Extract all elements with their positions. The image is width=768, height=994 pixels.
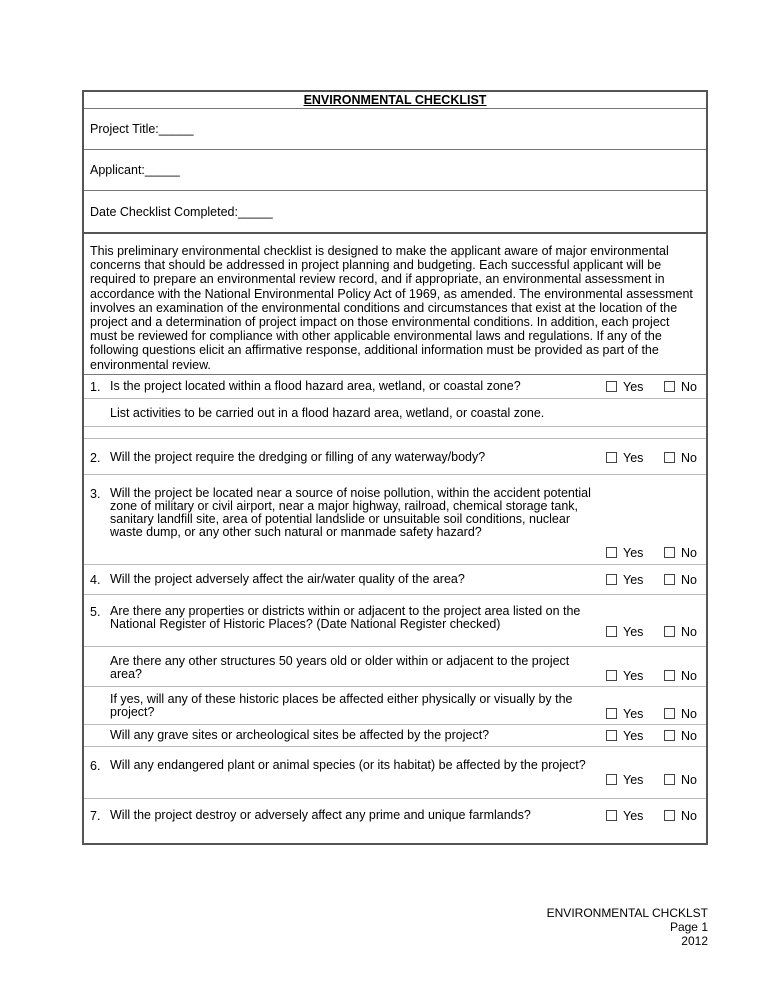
yes-label: Yes [623, 572, 644, 587]
page-footer [547, 906, 708, 948]
question-text: Are there any properties or districts within or adjacent to the project area listed on the National Register of Historic Places? (Date National Register checked) [110, 603, 581, 632]
question-text: If yes, will any of these historic places be affected either physically or visually by the project? [110, 691, 573, 720]
no-label: No [681, 624, 697, 639]
question-4 [84, 565, 706, 595]
yes-no-options [606, 707, 722, 721]
footer-doc-name: ENVIRONMENTAL CHCKLST [546, 906, 708, 920]
footer-page-number: Page 1 [669, 920, 708, 934]
yes-label: Yes [623, 808, 644, 823]
question-text: Will any endangered plant or animal species (or its habitat) be affected by the project? [110, 757, 586, 772]
question-6 [84, 747, 706, 799]
yes-checkbox[interactable] [606, 452, 617, 463]
no-label: No [681, 706, 697, 721]
question-number: 3. [90, 486, 101, 501]
environmental-checklist-form [82, 90, 708, 845]
no-label: No [681, 572, 697, 587]
yes-label: Yes [623, 624, 644, 639]
yes-label: Yes [623, 545, 644, 560]
project-title-label: Project Title: [90, 122, 159, 136]
date-completed-field[interactable] [84, 191, 706, 234]
question-text: Will the project require the dredging or filling of any waterway/body? [110, 449, 486, 464]
no-label: No [681, 772, 697, 787]
no-checkbox[interactable] [664, 774, 675, 785]
footer-year: 2012 [681, 934, 708, 948]
question-number: 5. [90, 604, 101, 619]
yes-label: Yes [623, 668, 644, 683]
yes-no-options [606, 451, 722, 465]
yes-checkbox[interactable] [606, 708, 617, 719]
no-label: No [681, 728, 697, 743]
question-number: 1. [90, 379, 101, 394]
date-completed-label: Date Checklist Completed: [90, 204, 238, 219]
question-text: Will the project adversely affect the air/water quality of the area? [110, 571, 465, 586]
yes-checkbox[interactable] [606, 774, 617, 785]
yes-no-options [606, 729, 722, 743]
yes-no-options [606, 546, 722, 560]
no-checkbox[interactable] [664, 708, 675, 719]
applicant-label: Applicant: [90, 163, 145, 177]
yes-no-options [606, 380, 722, 394]
form-title: ENVIRONMENTAL CHECKLIST [84, 92, 706, 109]
intro-paragraph: This preliminary environmental checklist is designed to make the applicant aware of major environmental concerns that should be addressed in project planning and budgeting. Each successful applicant will be required to prepare an environmental review record, and if appropriate, an environmental assessment in accordance with the National Environmental Policy Act of 1969, as amended. The environmental assessment involves an examination of the environmental conditions and circumstances that exist at the location of the project and a determination of project impact on those environmental conditions. In addition, each project must be reviewed for compliance with other applicable environmental laws and regulations. If any of the following questions elicit an affirmative response, additional information must be provided as part of the environmental review. [84, 234, 706, 375]
question-1-activities-answer[interactable] [84, 427, 706, 439]
no-checkbox[interactable] [664, 574, 675, 585]
question-1-activities [84, 399, 706, 427]
yes-checkbox[interactable] [606, 381, 617, 392]
question-text: Will the project be located near a source of noise pollution, within the accident potential zone of military or civil airport, near a major highway, railroad, chemical storage tank, sanitary landfill site, area of potential landslide or unsuitable soil conditions, nuclear waste dump, or any other such natural or manmade safety hazard? [110, 485, 591, 540]
applicant-field[interactable] [84, 150, 706, 191]
question-5-grave-sites [84, 725, 706, 747]
question-5 [84, 595, 706, 647]
applicant-value[interactable]: _____ [144, 163, 180, 177]
yes-checkbox[interactable] [606, 670, 617, 681]
yes-label: Yes [623, 379, 644, 394]
no-label: No [681, 379, 697, 394]
yes-checkbox[interactable] [606, 626, 617, 637]
project-title-value[interactable]: _____ [158, 122, 194, 136]
no-checkbox[interactable] [664, 626, 675, 637]
no-label: No [681, 668, 697, 683]
question-5-structures [84, 647, 706, 687]
question-number: 2. [90, 450, 101, 465]
yes-no-options [606, 773, 722, 787]
yes-label: Yes [623, 450, 644, 465]
no-label: No [681, 545, 697, 560]
question-text: Will any grave sites or archeological sites be affected by the project? [110, 727, 490, 742]
no-checkbox[interactable] [664, 452, 675, 463]
question-2 [84, 439, 706, 475]
question-5-historic-affected [84, 687, 706, 725]
yes-label: Yes [623, 728, 644, 743]
yes-checkbox[interactable] [606, 547, 617, 558]
yes-checkbox[interactable] [606, 730, 617, 741]
question-text: Is the project located within a flood hazard area, wetland, or coastal zone? [110, 378, 521, 393]
project-title-field[interactable] [84, 109, 706, 150]
no-checkbox[interactable] [664, 670, 675, 681]
yes-no-options [606, 809, 722, 823]
date-completed-value[interactable]: _____ [237, 204, 273, 219]
question-3 [84, 475, 706, 565]
no-checkbox[interactable] [664, 730, 675, 741]
question-1 [84, 375, 706, 399]
no-checkbox[interactable] [664, 810, 675, 821]
yes-checkbox[interactable] [606, 810, 617, 821]
question-number: 7. [90, 808, 101, 823]
question-number: 4. [90, 572, 101, 587]
yes-label: Yes [623, 706, 644, 721]
no-label: No [681, 450, 697, 465]
no-checkbox[interactable] [664, 547, 675, 558]
question-7 [84, 799, 706, 843]
yes-no-options [606, 625, 722, 639]
yes-no-options [606, 669, 722, 683]
question-text: List activities to be carried out in a flood hazard area, wetland, or coastal zone. [110, 405, 545, 420]
question-text: Will the project destroy or adversely affect any prime and unique farmlands? [110, 807, 531, 822]
no-checkbox[interactable] [664, 381, 675, 392]
yes-checkbox[interactable] [606, 574, 617, 585]
yes-label: Yes [623, 772, 644, 787]
question-text: Are there any other structures 50 years old or older within or adjacent to the project area? [110, 653, 570, 682]
yes-no-options [606, 573, 722, 587]
no-label: No [681, 808, 697, 823]
question-number: 6. [90, 758, 101, 773]
